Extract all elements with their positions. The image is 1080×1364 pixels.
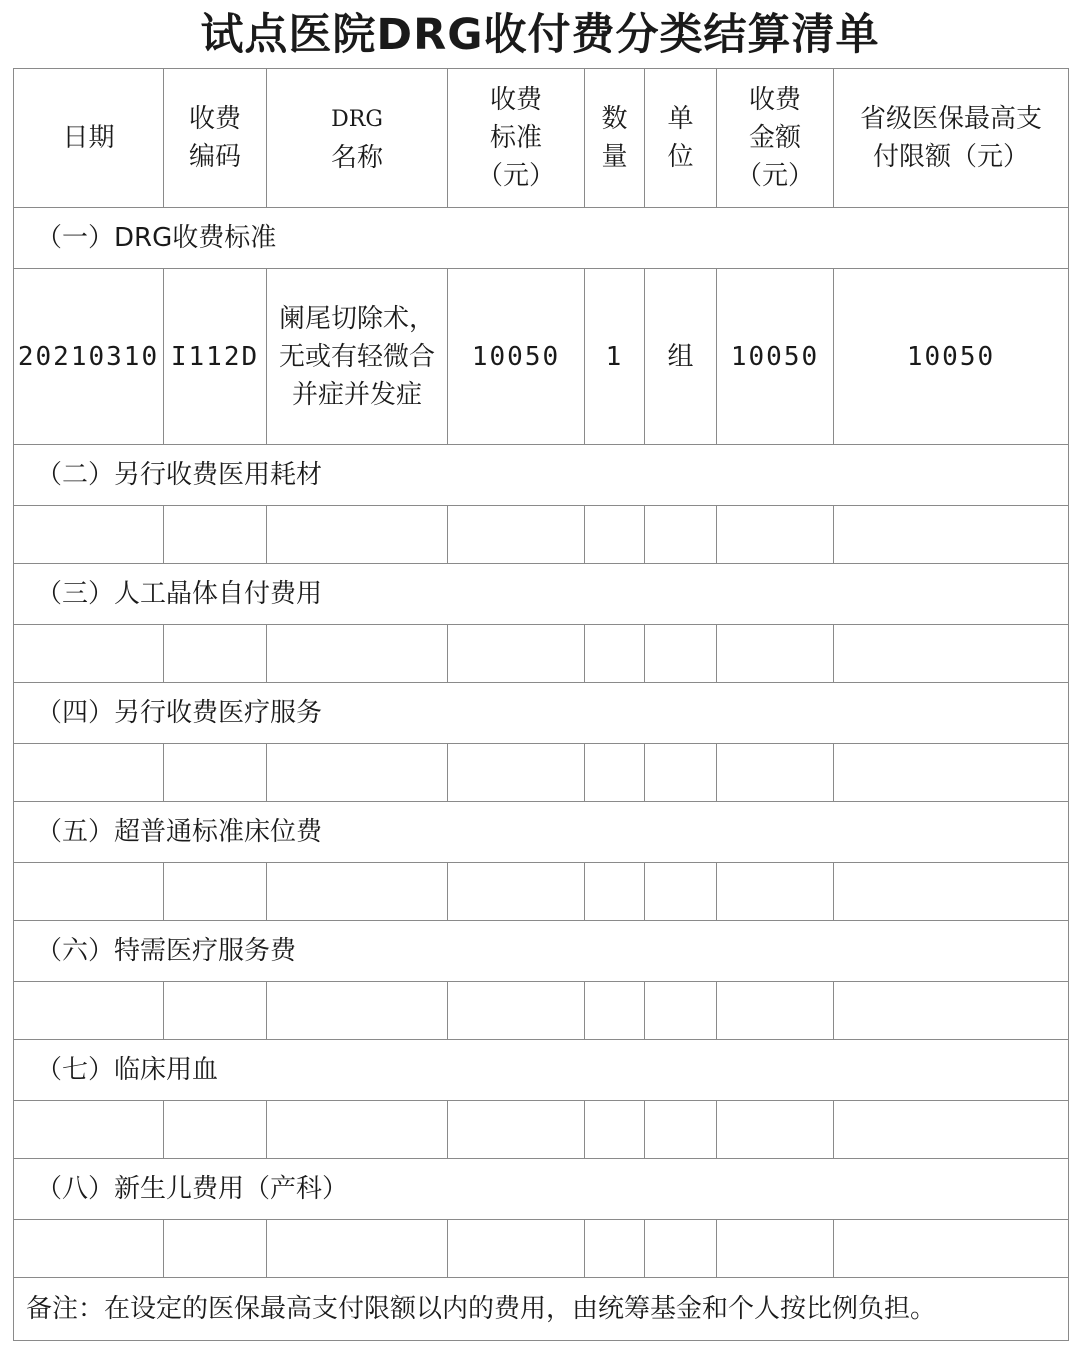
section-label: （四）另行收费医疗服务: [14, 683, 1069, 744]
section-label: （二）另行收费医用耗材: [14, 445, 1069, 506]
cell-quantity: 1: [585, 269, 645, 445]
section-row: [14, 1040, 1069, 1101]
header-quantity: 数 量: [585, 69, 645, 208]
header-amount: 收费 金额 （元）: [717, 69, 834, 208]
page-title: 试点医院DRG收付费分类结算清单: [200, 10, 880, 60]
section-row: [14, 683, 1069, 744]
settlement-table: [13, 68, 1069, 1341]
cell-drg-name: 阑尾切除术，无或有轻微合并症并发症: [267, 269, 448, 445]
section-label: （六）特需医疗服务费: [14, 921, 1069, 982]
section-label: （五）超普通标准床位费: [14, 802, 1069, 863]
cell-limit: 10050: [834, 269, 1069, 445]
empty-row: [14, 506, 1069, 564]
empty-row: [14, 1101, 1069, 1159]
section-label: （一）DRG收费标准: [14, 208, 1069, 269]
empty-row: [14, 744, 1069, 802]
header-standard: 收费 标准 （元）: [448, 69, 585, 208]
note-row: [14, 1278, 1069, 1341]
section-label: （三）人工晶体自付费用: [14, 564, 1069, 625]
header-date: 日期: [14, 69, 164, 208]
header-drg-name: DRG 名称: [267, 69, 448, 208]
section-row: [14, 208, 1069, 269]
note-text: 备注：在设定的医保最高支付限额以内的费用，由统筹基金和个人按比例负担。: [14, 1278, 1069, 1341]
section-row: [14, 921, 1069, 982]
cell-standard: 10050: [448, 269, 585, 445]
header-row: [14, 69, 1069, 208]
table-row: [14, 269, 1069, 445]
cell-date: 20210310: [14, 269, 164, 445]
cell-code: I112D: [164, 269, 267, 445]
section-row: [14, 1159, 1069, 1220]
cell-amount: 10050: [717, 269, 834, 445]
empty-row: [14, 1220, 1069, 1278]
section-row: [14, 802, 1069, 863]
empty-row: [14, 982, 1069, 1040]
header-code: 收费 编码: [164, 69, 267, 208]
section-row: [14, 564, 1069, 625]
header-limit: 省级医保最高支 付限额（元）: [834, 69, 1069, 208]
empty-row: [14, 625, 1069, 683]
cell-unit: 组: [645, 269, 717, 445]
section-label: （七）临床用血: [14, 1040, 1069, 1101]
section-label: （八）新生儿费用（产科）: [14, 1159, 1069, 1220]
header-unit: 单 位: [645, 69, 717, 208]
empty-row: [14, 863, 1069, 921]
section-row: [14, 445, 1069, 506]
